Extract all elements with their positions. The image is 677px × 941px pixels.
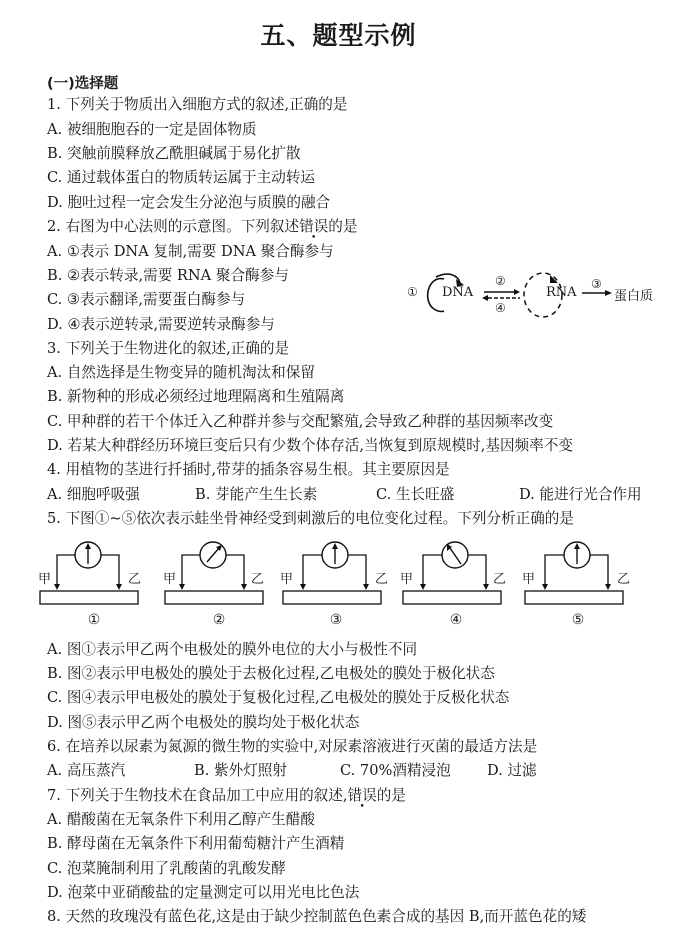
q7-stem-before: 7. 下列关于生物技术在食品加工中应用的叙述, [47, 787, 348, 804]
q6-option-d: D. 过滤 [487, 762, 537, 779]
electrode-jia-label: 甲 [38, 572, 52, 587]
q2-option-a: A. ①表示 DNA 复制,需要 DNA 聚合酶参与 [47, 243, 334, 260]
q2-option-c: C. ③表示翻译,需要蛋白酶参与 [47, 291, 246, 308]
q1-option-c: C. 通过载体蛋白的物质转运属于主动转运 [47, 169, 316, 186]
q5-option-d: D. 图⑤表示甲乙两个电极处的膜均处于极化状态 [47, 714, 360, 731]
figure-number: ③ [329, 612, 343, 628]
question-1-stem: 1. 下列关于物质出入细胞方式的叙述,正确的是 [47, 96, 348, 113]
figure-number: ② [212, 612, 226, 628]
q2-stem-after: 的是 [328, 218, 358, 235]
q4-option-d: D. 能进行光合作用 [519, 486, 642, 503]
section-heading: (一)选择题 [47, 76, 119, 92]
electrode-jia-label: 甲 [400, 572, 414, 587]
q2-stem-before: 2. 右图为中心法则的示意图。下列叙述 [47, 218, 300, 235]
q2-option-b: B. ②表示转录,需要 RNA 聚合酶参与 [47, 267, 289, 284]
q7-option-d: D. 泡菜中亚硝酸盐的定量测定可以用光电比色法 [47, 884, 360, 901]
figure-number: ⑤ [571, 612, 585, 628]
electrode-yi-label: 乙 [375, 572, 389, 587]
electrode-yi-label: 乙 [617, 572, 631, 587]
dogma-rna-label: RNA [546, 285, 577, 300]
q3-option-d: D. 若某大种群经历环境巨变后只有少数个体存活,当恢复到原规模时,基因频率不变 [47, 437, 573, 454]
q7-stem-after: 的是 [376, 787, 406, 804]
q3-option-c: C. 甲种群的若干个体迁入乙种群并参与交配繁殖,会导致乙种群的基因频率改变 [47, 413, 554, 430]
q7-option-b: B. 酵母菌在无氧条件下利用葡萄糖汁产生酒精 [47, 835, 345, 852]
q6-option-a: A. 高压蒸汽 [47, 762, 126, 779]
dogma-label-1: ① [407, 285, 418, 299]
q7-option-c: C. 泡菜腌制利用了乳酸菌的乳酸发酵 [47, 860, 286, 877]
question-3-stem: 3. 下列关于生物进化的叙述,正确的是 [47, 340, 290, 357]
q3-option-b: B. 新物种的形成必须经过地理隔离和生殖隔离 [47, 388, 345, 405]
nerve-figure-3 [280, 538, 392, 638]
q1-option-d: D. 胞吐过程一定会发生分泌泡与质膜的融合 [47, 194, 331, 211]
central-dogma-diagram [400, 265, 670, 325]
dogma-label-4: ④ [495, 301, 506, 315]
q7-option-a: A. 醋酸菌在无氧条件下利用乙醇产生醋酸 [47, 811, 315, 828]
figure-number: ④ [449, 612, 463, 628]
electrode-yi-label: 乙 [251, 572, 265, 587]
dogma-protein-label: 蛋白质 [614, 289, 654, 304]
q5-option-a: A. 图①表示甲乙两个电极处的膜外电位的大小与极性不同 [47, 641, 418, 658]
q5-option-b: B. 图②表示甲电极处的膜处于去极化过程,乙电极处的膜处于极化状态 [47, 665, 495, 682]
q4-option-a: A. 细胞呼吸强 [47, 486, 140, 503]
q2-stem-emphasis: 错误 [299, 218, 329, 235]
nerve-figure-5 [522, 538, 634, 638]
dogma-label-2: ② [495, 274, 506, 288]
q6-option-c: C. 70%酒精浸泡 [340, 762, 451, 779]
nerve-figure-2 [163, 538, 275, 638]
dogma-dna-label: DNA [442, 285, 474, 300]
question-8-stem: 8. 天然的玫瑰没有蓝色花,这是由于缺少控制蓝色色素合成的基因 B,而开蓝色花的矮 [47, 908, 587, 925]
q5-option-c: C. 图④表示甲电极处的膜处于复极化过程,乙电极处的膜处于反极化状态 [47, 689, 510, 706]
dogma-label-3: ③ [591, 277, 602, 291]
page-title: 五、题型示例 [260, 21, 417, 50]
electrode-jia-label: 甲 [163, 572, 177, 587]
question-5-stem: 5. 下图①~⑤依次表示蛙坐骨神经受到刺激后的电位变化过程。下列分析正确的是 [47, 510, 574, 527]
question-6-stem: 6. 在培养以尿素为氮源的微生物的实验中,对尿素溶液进行灭菌的最适方法是 [47, 738, 538, 755]
nerve-figure-1 [38, 538, 150, 638]
q1-option-b: B. 突触前膜释放乙酰胆碱属于易化扩散 [47, 145, 301, 162]
figure-number: ① [87, 612, 101, 628]
electrode-yi-label: 乙 [493, 572, 507, 587]
question-7-stem [47, 786, 406, 806]
electrode-yi-label: 乙 [128, 572, 142, 587]
question-4-stem: 4. 用植物的茎进行扦插时,带芽的插条容易生根。其主要原因是 [47, 461, 450, 478]
q7-stem-emphasis: 错误 [347, 787, 377, 804]
q4-option-c: C. 生长旺盛 [376, 486, 455, 503]
q2-option-d: D. ④表示逆转录,需要逆转录酶参与 [47, 316, 275, 333]
q6-option-b: B. 紫外灯照射 [194, 762, 287, 779]
electrode-jia-label: 甲 [522, 572, 536, 587]
q3-option-a: A. 自然选择是生物变异的随机淘汰和保留 [47, 364, 315, 381]
q4-option-b: B. 芽能产生生长素 [195, 486, 318, 503]
question-2-stem [47, 217, 357, 237]
electrode-jia-label: 甲 [280, 572, 294, 587]
q1-option-a: A. 被细胞胞吞的一定是固体物质 [47, 121, 257, 138]
nerve-figure-4 [400, 538, 512, 638]
